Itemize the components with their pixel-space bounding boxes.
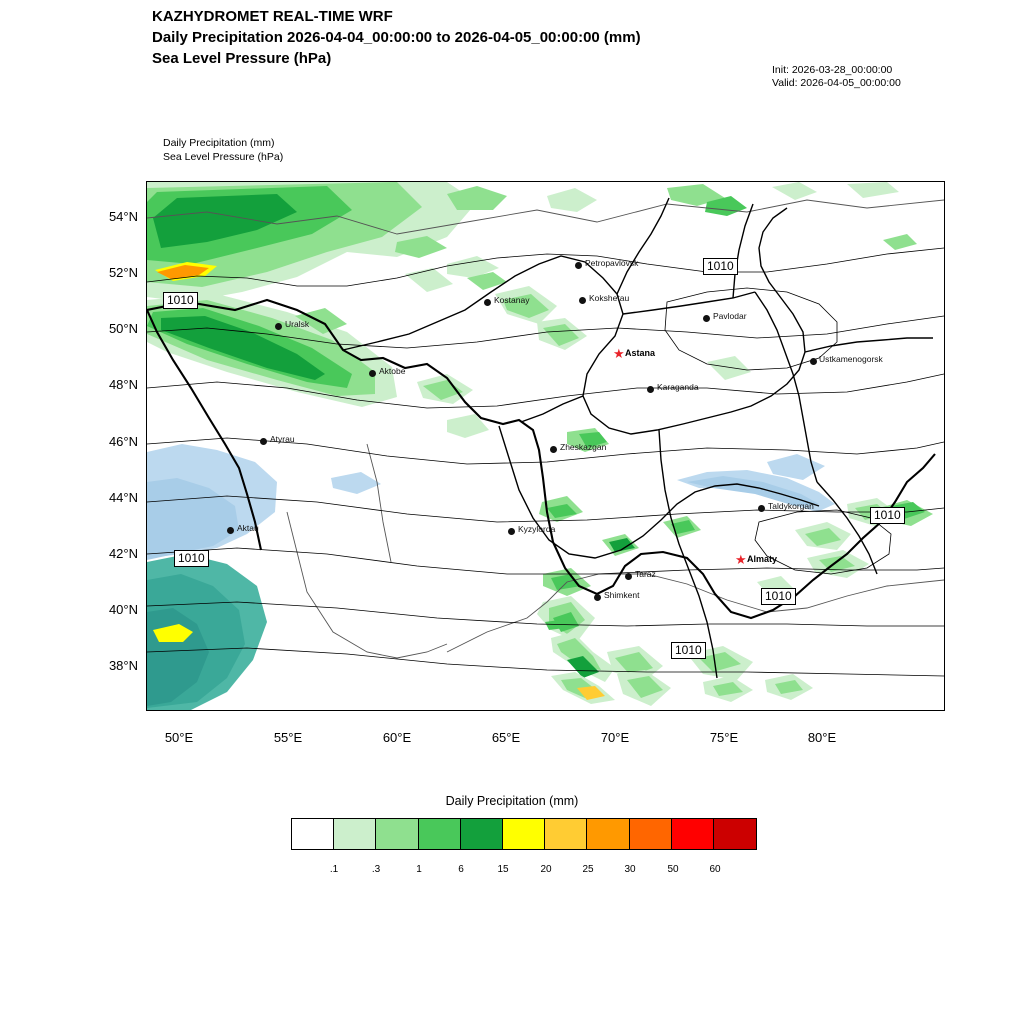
colorbar-tick: .1 xyxy=(329,864,339,875)
city-label: Aktau xyxy=(237,523,259,533)
valid-time: Valid: 2026-04-05_00:00:00 xyxy=(772,77,901,89)
city-marker[interactable] xyxy=(625,573,632,580)
isobar-label-1010-e: 1010 xyxy=(870,507,905,524)
colorbar-tick: 15 xyxy=(497,864,509,875)
colorbar-swatch-10 xyxy=(714,819,756,849)
map-subcaption xyxy=(163,136,283,164)
y-tick-label: 46°N xyxy=(108,434,138,449)
isobar-label-1010-n: 1010 xyxy=(703,258,738,275)
colorbar-tick: .3 xyxy=(371,864,381,875)
colorbar-swatch-5 xyxy=(503,819,545,849)
x-tick-label: 70°E xyxy=(600,730,630,745)
city-marker[interactable] xyxy=(647,386,654,393)
city-marker[interactable] xyxy=(810,358,817,365)
init-time: Init: 2026-03-28_00:00:00 xyxy=(772,64,893,76)
city-label: Pavlodar xyxy=(713,311,747,321)
city-label: Kokshetau xyxy=(589,293,630,303)
city-marker[interactable] xyxy=(508,528,515,535)
capital-label: Astana xyxy=(625,348,656,358)
y-tick-label: 42°N xyxy=(108,546,138,561)
colorbar-swatch-9 xyxy=(672,819,714,849)
isobar-label-1010-sw: 1010 xyxy=(174,550,209,567)
precipitation-colorbar xyxy=(291,818,757,850)
weather-map[interactable] xyxy=(146,181,945,711)
x-tick-label: 55°E xyxy=(273,730,303,745)
y-tick-label: 54°N xyxy=(108,209,138,224)
city-marker[interactable] xyxy=(260,438,267,445)
colorbar-tick: 25 xyxy=(582,864,594,875)
city-label: Petropavlovsk xyxy=(585,258,639,268)
colorbar-swatch-8 xyxy=(630,819,672,849)
city-label: Ustkamenogorsk xyxy=(819,354,883,364)
city-label: Uralsk xyxy=(285,319,310,329)
x-tick-label: 80°E xyxy=(807,730,837,745)
isobar-label-1010-nw: 1010 xyxy=(163,292,198,309)
y-tick-label: 48°N xyxy=(108,377,138,392)
x-tick-label: 75°E xyxy=(709,730,739,745)
city-marker[interactable] xyxy=(275,323,282,330)
colorbar-swatch-4 xyxy=(461,819,503,849)
isobar-label-1010-s: 1010 xyxy=(671,642,706,659)
city-marker[interactable] xyxy=(594,594,601,601)
colorbar-swatch-7 xyxy=(587,819,629,849)
city-label: Taraz xyxy=(635,569,656,579)
x-tick-label: 65°E xyxy=(491,730,521,745)
colorbar-tick: 20 xyxy=(540,864,552,875)
city-label: Karaganda xyxy=(657,382,699,392)
colorbar-swatch-2 xyxy=(376,819,418,849)
city-marker[interactable] xyxy=(484,299,491,306)
colorbar-tick: 1 xyxy=(416,864,422,875)
city-label: Kyzylorda xyxy=(518,524,556,534)
city-label: Aktobe xyxy=(379,366,406,376)
title-line-1: KAZHYDROMET REAL-TIME WRF xyxy=(152,8,393,25)
title-line-3: Sea Level Pressure (hPa) xyxy=(152,50,332,67)
subcaption-precip: Daily Precipitation (mm) xyxy=(163,137,275,149)
chart-title-block xyxy=(152,6,641,69)
city-label: Kostanay xyxy=(494,295,530,305)
colorbar-swatch-6 xyxy=(545,819,587,849)
city-label: Taldykorgan xyxy=(768,501,814,511)
isobar-label-1010-se: 1010 xyxy=(761,588,796,605)
capital-star-icon: ★ xyxy=(735,552,747,567)
x-tick-label: 60°E xyxy=(382,730,412,745)
city-marker[interactable] xyxy=(758,505,765,512)
title-line-2: Daily Precipitation 2026-04-04_00:00:00 to 2026-04-05_00:00:00 (mm) xyxy=(152,29,641,46)
colorbar-swatch-1 xyxy=(334,819,376,849)
city-marker[interactable] xyxy=(550,446,557,453)
y-tick-label: 38°N xyxy=(108,658,138,673)
colorbar-tick: 60 xyxy=(709,864,721,875)
colorbar-swatch-3 xyxy=(419,819,461,849)
map-canvas xyxy=(147,182,944,710)
colorbar-tick-labels xyxy=(291,864,751,880)
colorbar-swatch-0 xyxy=(292,819,334,849)
city-marker[interactable] xyxy=(703,315,710,322)
x-tick-label: 50°E xyxy=(164,730,194,745)
city-marker[interactable] xyxy=(227,527,234,534)
y-tick-label: 52°N xyxy=(108,265,138,280)
colorbar-tick: 50 xyxy=(667,864,679,875)
model-run-info xyxy=(772,64,901,90)
city-marker[interactable] xyxy=(369,370,376,377)
y-tick-label: 50°N xyxy=(108,321,138,336)
subcaption-slp: Sea Level Pressure (hPa) xyxy=(163,151,284,163)
y-tick-label: 44°N xyxy=(108,490,138,505)
city-marker[interactable] xyxy=(575,262,582,269)
city-label: Shimkent xyxy=(604,590,640,600)
city-marker[interactable] xyxy=(579,297,586,304)
capital-star-icon: ★ xyxy=(613,346,625,361)
capital-label: Almaty xyxy=(747,554,778,564)
colorbar-tick: 6 xyxy=(458,864,464,875)
y-tick-label: 40°N xyxy=(108,602,138,617)
city-label: Atyrau xyxy=(270,434,295,444)
city-label: Zheskazgan xyxy=(560,442,607,452)
colorbar-tick: 30 xyxy=(624,864,636,875)
colorbar-title: Daily Precipitation (mm) xyxy=(445,794,579,808)
